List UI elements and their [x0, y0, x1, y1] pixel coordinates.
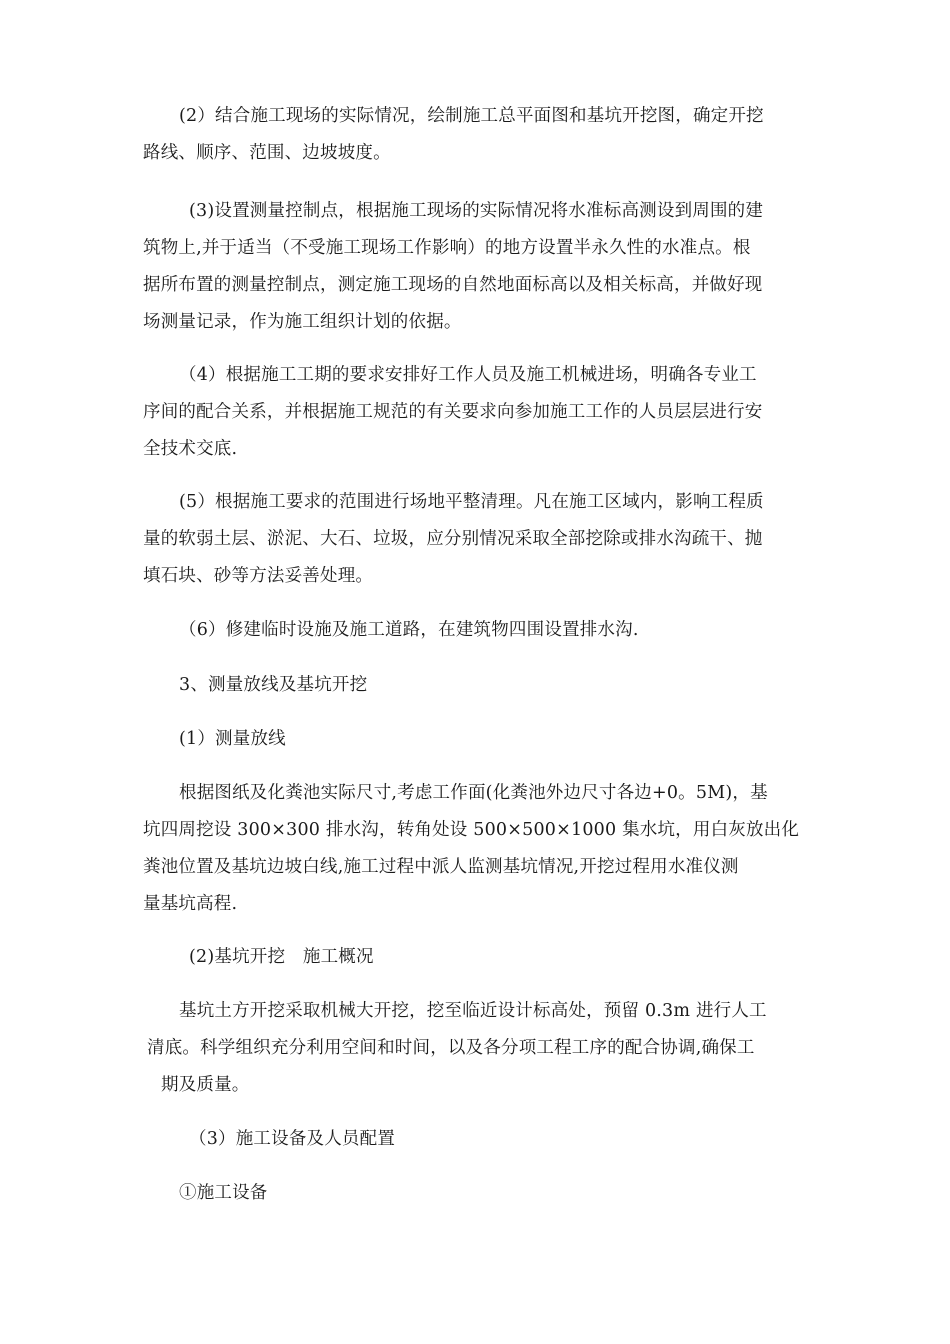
subsection-heading-1 [143, 721, 823, 758]
paragraph-6 [143, 612, 823, 649]
paragraph-4 [143, 357, 823, 468]
paragraph-line: 量的软弱土层、淤泥、大石、垃圾，应分别情况采取全部挖除或排水沟疏干、抛 [143, 529, 763, 549]
section-heading-text: 3、测量放线及基坑开挖 [179, 675, 368, 695]
paragraph-excavation-body [143, 993, 823, 1104]
subsection-heading-text: （3）施工设备及人员配置 [189, 1129, 396, 1149]
paragraph-line: 据所布置的测量控制点，测定施工现场的自然地面标高以及相关标高，并做好现 [143, 275, 763, 295]
paragraph-line: 坑四周挖设 300×300 排水沟，转角处设 500×500×1000 集水坑，用白灰放出化 [143, 820, 800, 840]
paragraph-2 [143, 98, 823, 172]
paragraph-line: 期及质量。 [161, 1075, 250, 1095]
paragraph-line: 根据图纸及化粪池实际尺寸,考虑工作面(化粪池外边尺寸各边+0。5M)，基 [179, 783, 768, 803]
paragraph-5 [143, 484, 823, 595]
paragraph-line: 量基坑高程. [143, 894, 238, 914]
paragraph-line: (2）结合施工现场的实际情况，绘制施工总平面图和基坑开挖图，确定开挖 [179, 106, 764, 126]
paragraph-3 [143, 193, 823, 341]
paragraph-line: (5）根据施工要求的范围进行场地平整清理。凡在施工区域内，影响工程质 [179, 492, 764, 512]
paragraph-line: 序间的配合关系，并根据施工规范的有关要求向参加施工工作的人员层层进行安 [143, 402, 763, 422]
paragraph-line: (3)设置测量控制点，根据施工现场的实际情况将水准标高测设到周围的建 [189, 201, 764, 221]
paragraph-line: （6）修建临时设施及施工道路，在建筑物四围设置排水沟. [179, 620, 639, 640]
subsection-heading-3 [143, 1121, 823, 1158]
paragraph-line: 粪池位置及基坑边坡白线,施工过程中派人监测基坑情况,开挖过程用水准仪测 [143, 857, 739, 877]
paragraph-line: 筑物上,并于适当（不受施工现场工作影响）的地方设置半永久性的水准点。根 [143, 238, 751, 258]
paragraph-line: （4）根据施工工期的要求安排好工作人员及施工机械进场，明确各专业工 [179, 365, 757, 385]
paragraph-line: 填石块、砂等方法妥善处理。 [143, 566, 374, 586]
paragraph-line: 路线、顺序、范围、边坡坡度。 [143, 143, 391, 163]
subsection-heading-text: (1）测量放线 [179, 729, 286, 749]
paragraph-line: 场测量记录，作为施工组织计划的依据。 [143, 312, 462, 332]
subsection-heading-3-1 [143, 1175, 823, 1212]
subsection-heading-2 [143, 939, 823, 976]
paragraph-survey-body [143, 775, 823, 923]
paragraph-line: 全技术交底. [143, 439, 238, 459]
section-heading-3 [143, 667, 823, 704]
paragraph-line: 基坑土方开挖采取机械大开挖，挖至临近设计标高处，预留 0.3m 进行人工 [179, 1001, 767, 1021]
paragraph-line: 清底。科学组织充分利用空间和时间，以及各分项工程工序的配合协调,确保工 [147, 1038, 755, 1058]
subsection-heading-text: ①施工设备 [179, 1183, 268, 1203]
subsection-heading-text: (2)基坑开挖 施工概况 [189, 947, 374, 967]
